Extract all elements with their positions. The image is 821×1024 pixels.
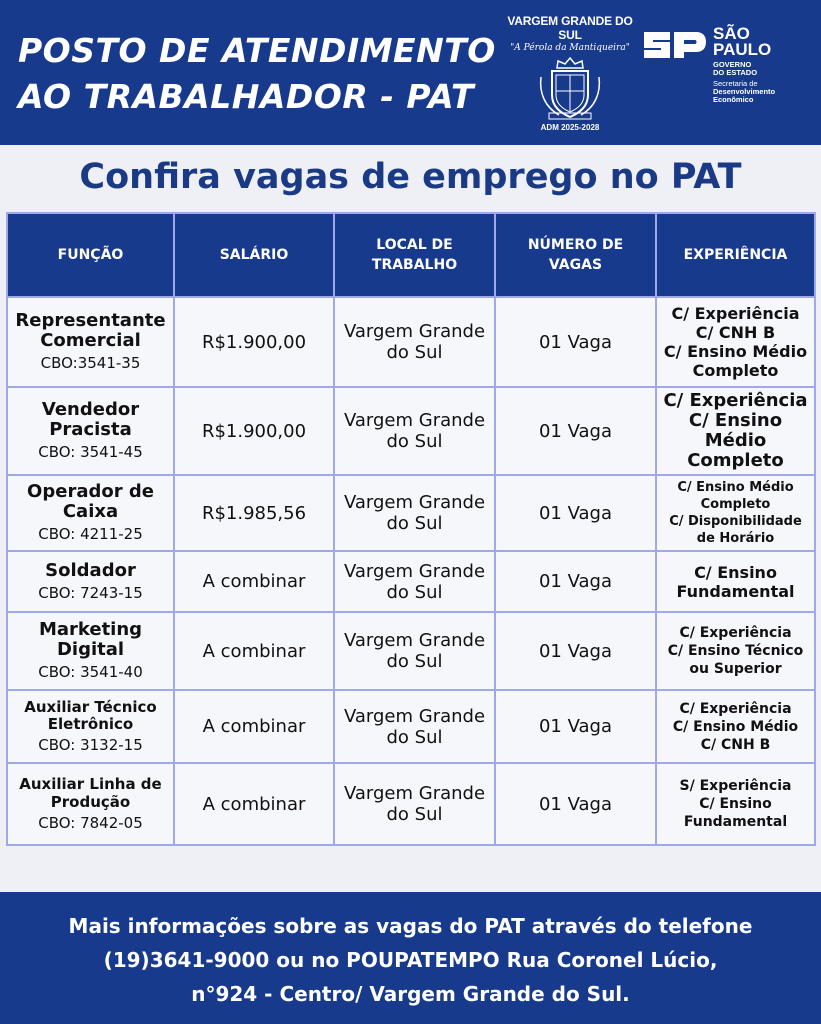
city-name: VARGEM GRANDE DO SUL	[507, 14, 633, 42]
table-header-row	[7, 213, 815, 297]
sp-gov-line1: GOVERNO	[713, 60, 752, 69]
experience-item: S/ Experiência	[679, 778, 792, 794]
administration-label: ADM 2025-2028	[540, 123, 600, 132]
job-title: Representante Comercial	[15, 310, 166, 351]
table-row	[7, 387, 815, 475]
cell-funcao	[7, 387, 174, 475]
experience-item: C/ Experiência	[671, 304, 800, 323]
experience-item: C/ Experiência	[663, 390, 808, 411]
experience-item: C/ Ensino Médio Completo	[663, 342, 808, 380]
footer-line1: Mais informações sobre as vagas do PAT através do telefone	[68, 914, 753, 938]
cell-funcao	[7, 297, 174, 387]
experience-item: C/ Disponibilidade de Horário	[669, 514, 802, 546]
cell-local: Vargem Grande do Sul	[334, 475, 495, 551]
cell-salario: R$1.900,00	[174, 387, 334, 475]
header-title-line2: AO TRABALHADOR - PAT	[18, 77, 474, 116]
cell-experiencia	[656, 475, 815, 551]
experience-item: C/ Ensino Fundamental	[683, 796, 788, 830]
cell-salario: A combinar	[174, 612, 334, 690]
header-experiencia: EXPERIÊNCIA	[656, 213, 815, 297]
footer-line2: (19)3641-9000 ou no POUPATEMPO Rua Coronel Lúcio,	[103, 948, 718, 972]
job-cbo: CBO: 3541-45	[38, 443, 143, 461]
job-cbo: CBO: 7842-05	[38, 814, 143, 832]
table-row	[7, 551, 815, 612]
job-cbo: CBO: 7243-15	[38, 583, 143, 602]
cell-local: Vargem Grande do Sul	[334, 551, 495, 612]
sp-text-block	[713, 26, 775, 104]
cell-vagas: 01 Vaga	[495, 297, 656, 387]
job-title: Soldador	[45, 559, 136, 581]
city-slogan: "A Pérola da Mantiqueira"	[510, 43, 630, 53]
footer-banner	[0, 892, 821, 1024]
job-cbo: CBO:3541-35	[40, 354, 141, 372]
sp-name-line1: SÃO	[713, 24, 750, 43]
cell-funcao	[7, 475, 174, 551]
experience-item: C/ CNH B	[700, 736, 771, 753]
cell-vagas: 01 Vaga	[495, 551, 656, 612]
sp-logo-icon	[640, 28, 708, 62]
table-row	[7, 690, 815, 763]
cell-local: Vargem Grande do Sul	[334, 297, 495, 387]
job-cbo: CBO: 3541-40	[38, 663, 143, 681]
job-title: Vendedor Pracista	[41, 399, 140, 440]
job-title: Marketing Digital	[38, 619, 143, 660]
header-funcao: FUNÇÃO	[7, 213, 174, 297]
job-title: Operador de Caixa	[27, 481, 154, 522]
sp-gov-line2: DO ESTADO	[713, 68, 758, 77]
cell-vagas: 01 Vaga	[495, 612, 656, 690]
sao-paulo-gov-logo	[640, 24, 810, 124]
cell-experiencia	[656, 612, 815, 690]
cell-local: Vargem Grande do Sul	[334, 690, 495, 763]
cell-experiencia	[656, 763, 815, 845]
cell-experiencia	[656, 387, 815, 475]
job-cbo: CBO: 4211-25	[38, 525, 143, 543]
sp-sec-line3: Econômico	[713, 95, 754, 104]
experience-item: C/ Experiência	[679, 700, 792, 717]
page-title: Confira vagas de emprego no PAT	[79, 157, 742, 197]
cell-salario: A combinar	[174, 551, 334, 612]
cell-vagas: 01 Vaga	[495, 475, 656, 551]
cell-funcao	[7, 690, 174, 763]
cell-local: Vargem Grande do Sul	[334, 763, 495, 845]
cell-salario: A combinar	[174, 763, 334, 845]
table-row	[7, 763, 815, 845]
job-cbo: CBO: 3132-15	[38, 735, 143, 754]
experience-item: C/ Ensino Fundamental	[676, 562, 795, 601]
sp-sec-line1: Secretaria de	[713, 79, 758, 88]
cell-salario: R$1.985,56	[174, 475, 334, 551]
cell-vagas: 01 Vaga	[495, 387, 656, 475]
table-row	[7, 612, 815, 690]
job-vacancies-table	[6, 212, 816, 846]
cell-experiencia	[656, 690, 815, 763]
header-vagas: NÚMERO DE VAGAS	[495, 213, 656, 297]
sp-sec-line2: Desenvolvimento	[713, 87, 776, 96]
cell-vagas: 01 Vaga	[495, 690, 656, 763]
cell-experiencia	[656, 551, 815, 612]
experience-item: C/ Experiência	[679, 625, 792, 641]
city-crest-icon	[535, 55, 605, 121]
experience-item: C/ Ensino Técnico ou Superior	[667, 643, 804, 677]
header-salario: SALÁRIO	[174, 213, 334, 297]
cell-local: Vargem Grande do Sul	[334, 612, 495, 690]
cell-funcao	[7, 551, 174, 612]
city-crest-block	[500, 14, 640, 134]
header-banner	[0, 0, 821, 145]
job-title: Auxiliar Técnico Eletrônico	[24, 697, 157, 733]
header-title	[18, 28, 496, 120]
table-row	[7, 297, 815, 387]
job-title: Auxiliar Linha de Produção	[19, 775, 162, 811]
cell-salario: A combinar	[174, 690, 334, 763]
experience-item: C/ Ensino Médio Completo	[687, 410, 784, 471]
experience-item: C/ Ensino Médio	[672, 718, 799, 735]
header-local: LOCAL DE TRABALHO	[334, 213, 495, 297]
header-title-line1: POSTO DE ATENDIMENTO	[18, 31, 496, 70]
table-row	[7, 475, 815, 551]
cell-local: Vargem Grande do Sul	[334, 387, 495, 475]
cell-vagas: 01 Vaga	[495, 763, 656, 845]
cell-funcao	[7, 612, 174, 690]
cell-funcao	[7, 763, 174, 845]
cell-salario: R$1.900,00	[174, 297, 334, 387]
cell-experiencia	[656, 297, 815, 387]
footer-line3: n°924 - Centro/ Vargem Grande do Sul.	[191, 982, 630, 1006]
sp-name-line2: PAULO	[713, 40, 772, 59]
experience-item: C/ Ensino Médio Completo	[677, 480, 794, 512]
experience-item: C/ CNH B	[695, 323, 776, 342]
